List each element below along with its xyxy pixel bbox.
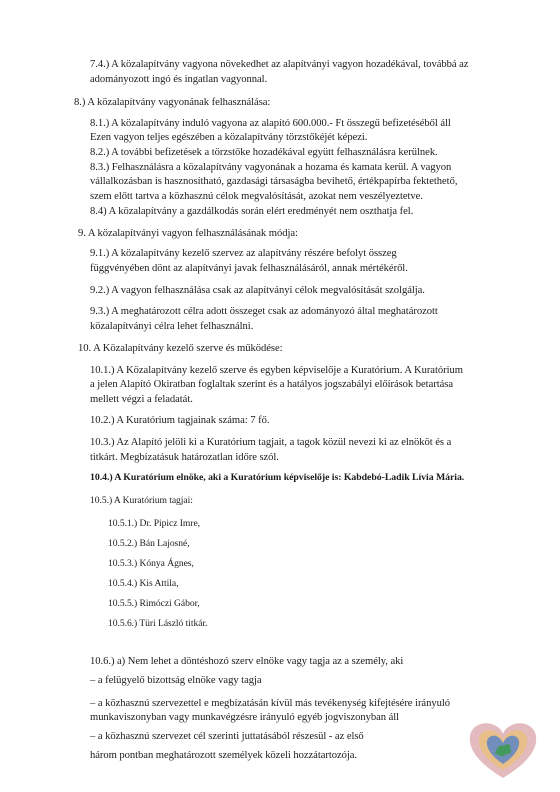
member-list-item: 10.5.1.) Dr. Pipicz Imre, — [108, 518, 201, 529]
member-list-item: 10.5.5.) Rimóczi Gábor, — [108, 598, 200, 609]
section-8-1-line-1: 8.1.) A közalapítvány induló vagyona az alapító 600.000.- Ft összegű befizetéséből áll — [90, 118, 451, 129]
heading-9: 9. A közalapítványi vagyon felhasználásának módja: — [78, 228, 298, 239]
section-10-6-line-4: munkaviszonyban vagy munkavégzésre irányuló egyéb jogviszonyban áll — [90, 712, 400, 723]
section-10-6-line-6: három pontban meghatározott személyek közeli hozzátartozója. — [90, 750, 358, 761]
section-8-3-line-2: vállalkozásban is hasznosítható, gazdasági társaságba bevihető, értékpapírba fektethető, — [90, 176, 458, 187]
section-8-3-line-3: szem előtt tartva a közhasznú célok megvalósítását, azokat nem veszélyeztetve. — [90, 191, 423, 202]
member-list-item: 10.5.4.) Kis Attila, — [108, 578, 179, 589]
section-9-3-line-2: közalapítványi célra lehet felhasználni. — [90, 321, 254, 332]
section-10-6-line-5: – a közhasznú szervezet cél szerinti juttatásából részesül - az első — [90, 731, 364, 742]
section-10-1-line-2: a jelen Alapító Okiratban foglaltak szerint és a hatályos jogszabályi előírások betartása — [90, 379, 453, 390]
section-10-6-line-1: 10.6.) a) Nem lehet a döntéshozó szerv elnöke vagy tagja az a személy, aki — [90, 656, 404, 667]
section-10-6-line-2: – a felügyelő bizottság elnöke vagy tagja — [90, 675, 262, 686]
member-list-item: 10.5.2.) Bán Lajosné, — [108, 538, 190, 549]
section-8-3-line-1: 8.3.) Felhasználásra a közalapítvány vagyonának a hozama és kamata kerül. A vagyon — [90, 162, 452, 173]
section-7-4-line-2: adományozott ingó és ingatlan vagyonnal. — [90, 74, 268, 85]
section-10-1-line-3: mellett végzi a feladatát. — [90, 394, 193, 405]
section-8-4: 8.4) A közalapítvány a gazdálkodás során elért eredményét nem oszthatja fel. — [90, 206, 414, 217]
section-7-4-line-1: 7.4.) A közalapítvány vagyona növekedhet az alapítványi vagyon hozadékával, továbbá az — [90, 59, 469, 70]
heading-10: 10. A Közalapítvány kezelő szerve és működése: — [78, 343, 283, 354]
section-10-3-line-2: titkárt. Megbízatásuk határozatlan időre szól. — [90, 452, 279, 463]
section-9-1-line-2: függvényében dönt az alapítványi javak felhasználásáról, annak mértékéről. — [90, 263, 408, 274]
section-10-1-line-1: 10.1.) A Közalapítvány kezelő szerve és egyben képviselője a Kuratórium. A Kuratórium — [90, 365, 463, 376]
heading-8: 8.) A közalapítvány vagyonának felhasználása: — [74, 97, 271, 108]
section-10-5-heading: 10.5.) A Kuratórium tagjai: — [90, 495, 193, 506]
section-8-2: 8.2.) A további befizetések a törzstőke hozadékával együtt felhasználásra kerülnek. — [90, 147, 438, 158]
section-10-6-line-3: – a közhasznú szervezettel e megbízatásán kívül más tevékenység kifejtésére irányuló — [90, 698, 450, 709]
section-9-2: 9.2.) A vagyon felhasználása csak az alapítványi célok megvalósítását szolgálja. — [90, 285, 425, 296]
section-9-3-line-1: 9.3.) A meghatározott célra adott összeget csak az adományozó által meghatározott — [90, 306, 438, 317]
heart-crest-stamp-icon — [466, 718, 540, 782]
section-8-1-line-2: Ezen vagyon teljes egészében a közalapítvány törzstőkéjét képezi. — [90, 132, 368, 143]
section-10-3-line-1: 10.3.) Az Alapító jelöli ki a Kuratórium tagjait, a tagok közül nevezi ki az elnököt és a — [90, 437, 452, 448]
section-9-1-line-1: 9.1.) A közalapítvány kezelő szervez az alapítvány részére befolyt összeg — [90, 248, 397, 259]
member-list-item: 10.5.3.) Kónya Ágnes, — [108, 558, 194, 569]
section-10-4-chair: 10.4.) A Kuratórium elnöke, aki a Kuratórium képviselője is: Kabdebó-Ladik Lívia Mária. — [90, 472, 465, 483]
section-10-2: 10.2.) A Kuratórium tagjainak száma: 7 fő. — [90, 415, 270, 426]
member-list-item: 10.5.6.) Türi László titkár. — [108, 618, 208, 629]
